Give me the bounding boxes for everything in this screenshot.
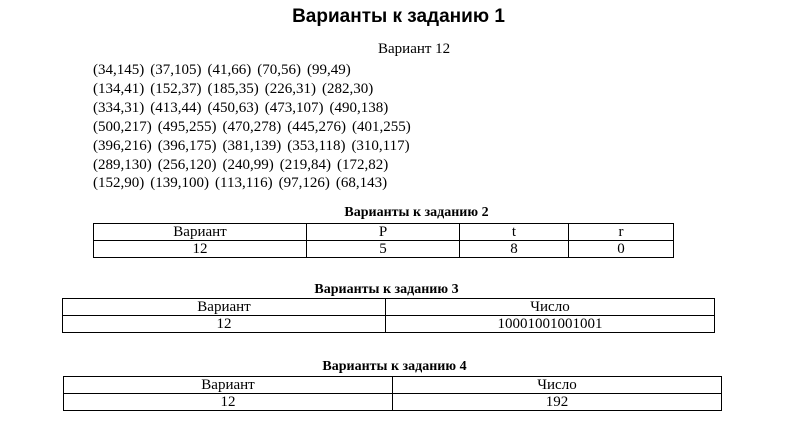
point: (473,107) — [264, 99, 324, 116]
table-header-cell: Вариант — [64, 377, 393, 394]
table-cell: 12 — [64, 394, 393, 411]
point: (256,120) — [157, 156, 217, 173]
task1-variant-label: Вариант 12 — [378, 41, 451, 57]
point: (99,49) — [307, 62, 351, 78]
point: (152,37) — [150, 80, 202, 97]
point: (139,100) — [150, 175, 209, 192]
table-cell: 0 — [569, 241, 674, 258]
task4-title: Варианты к заданию 4 — [322, 359, 467, 374]
point: (134,41) — [93, 80, 145, 97]
point: (219,84) — [279, 156, 331, 173]
point: (282,30) — [322, 80, 374, 97]
table-row — [64, 394, 722, 411]
point: (470,278) — [222, 118, 282, 135]
point: (172,82) — [337, 156, 389, 173]
point: (113,116) — [215, 175, 273, 192]
point: (490,138) — [329, 99, 389, 116]
task1-point-list — [93, 61, 417, 193]
point-row — [93, 156, 417, 175]
point: (500,217) — [93, 118, 152, 135]
table-header-cell: r — [569, 224, 674, 241]
point: (445,276) — [287, 118, 346, 135]
table-cell: 8 — [460, 241, 569, 258]
task4-table — [63, 376, 722, 411]
point: (401,255) — [352, 118, 411, 135]
task1-title: Варианты к заданию 1 — [292, 6, 505, 27]
point: (413,44) — [150, 99, 202, 116]
point: (152,90) — [93, 175, 145, 192]
point: (310,117) — [351, 137, 410, 154]
point: (381,139) — [222, 137, 282, 154]
table-header-cell: Вариант — [94, 224, 307, 241]
table-cell: 12 — [94, 241, 307, 258]
point-row — [93, 61, 417, 80]
table-row — [63, 316, 715, 333]
point: (289,130) — [93, 156, 152, 173]
point: (226,31) — [264, 80, 316, 97]
point: (353,118) — [287, 137, 346, 154]
table-header-cell: t — [460, 224, 569, 241]
table-header-row — [64, 377, 722, 394]
point: (396,216) — [93, 137, 152, 154]
point: (240,99) — [222, 156, 274, 173]
point-row — [93, 118, 417, 137]
point: (68,143) — [335, 175, 388, 192]
point: (37,105) — [150, 62, 202, 78]
point-row — [93, 137, 417, 156]
point: (41,66) — [207, 62, 252, 78]
table-cell: 12 — [63, 316, 386, 333]
task2-title: Варианты к заданию 2 — [344, 205, 489, 220]
table-header-cell: P — [307, 224, 460, 241]
table-cell: 10001001001001 — [386, 316, 715, 333]
table-header-row — [94, 224, 674, 241]
point: (34,145) — [93, 62, 145, 78]
task3-table — [62, 298, 715, 333]
point-row — [93, 80, 417, 99]
table-cell: 192 — [393, 394, 722, 411]
point: (450,63) — [207, 99, 259, 116]
point: (97,126) — [278, 175, 330, 192]
point: (495,255) — [157, 118, 217, 135]
table-header-cell: Вариант — [63, 299, 386, 316]
point: (70,56) — [257, 62, 301, 78]
point: (185,35) — [207, 80, 259, 97]
table-row — [94, 241, 674, 258]
table-header-cell: Число — [386, 299, 715, 316]
table-header-row — [63, 299, 715, 316]
table-cell: 5 — [307, 241, 460, 258]
task2-table — [93, 223, 674, 258]
table-header-cell: Число — [393, 377, 722, 394]
task3-title: Варианты к заданию 3 — [314, 282, 459, 297]
point-row — [93, 99, 417, 118]
point: (396,175) — [157, 137, 217, 154]
point-row — [93, 174, 417, 193]
point: (334,31) — [93, 99, 145, 116]
